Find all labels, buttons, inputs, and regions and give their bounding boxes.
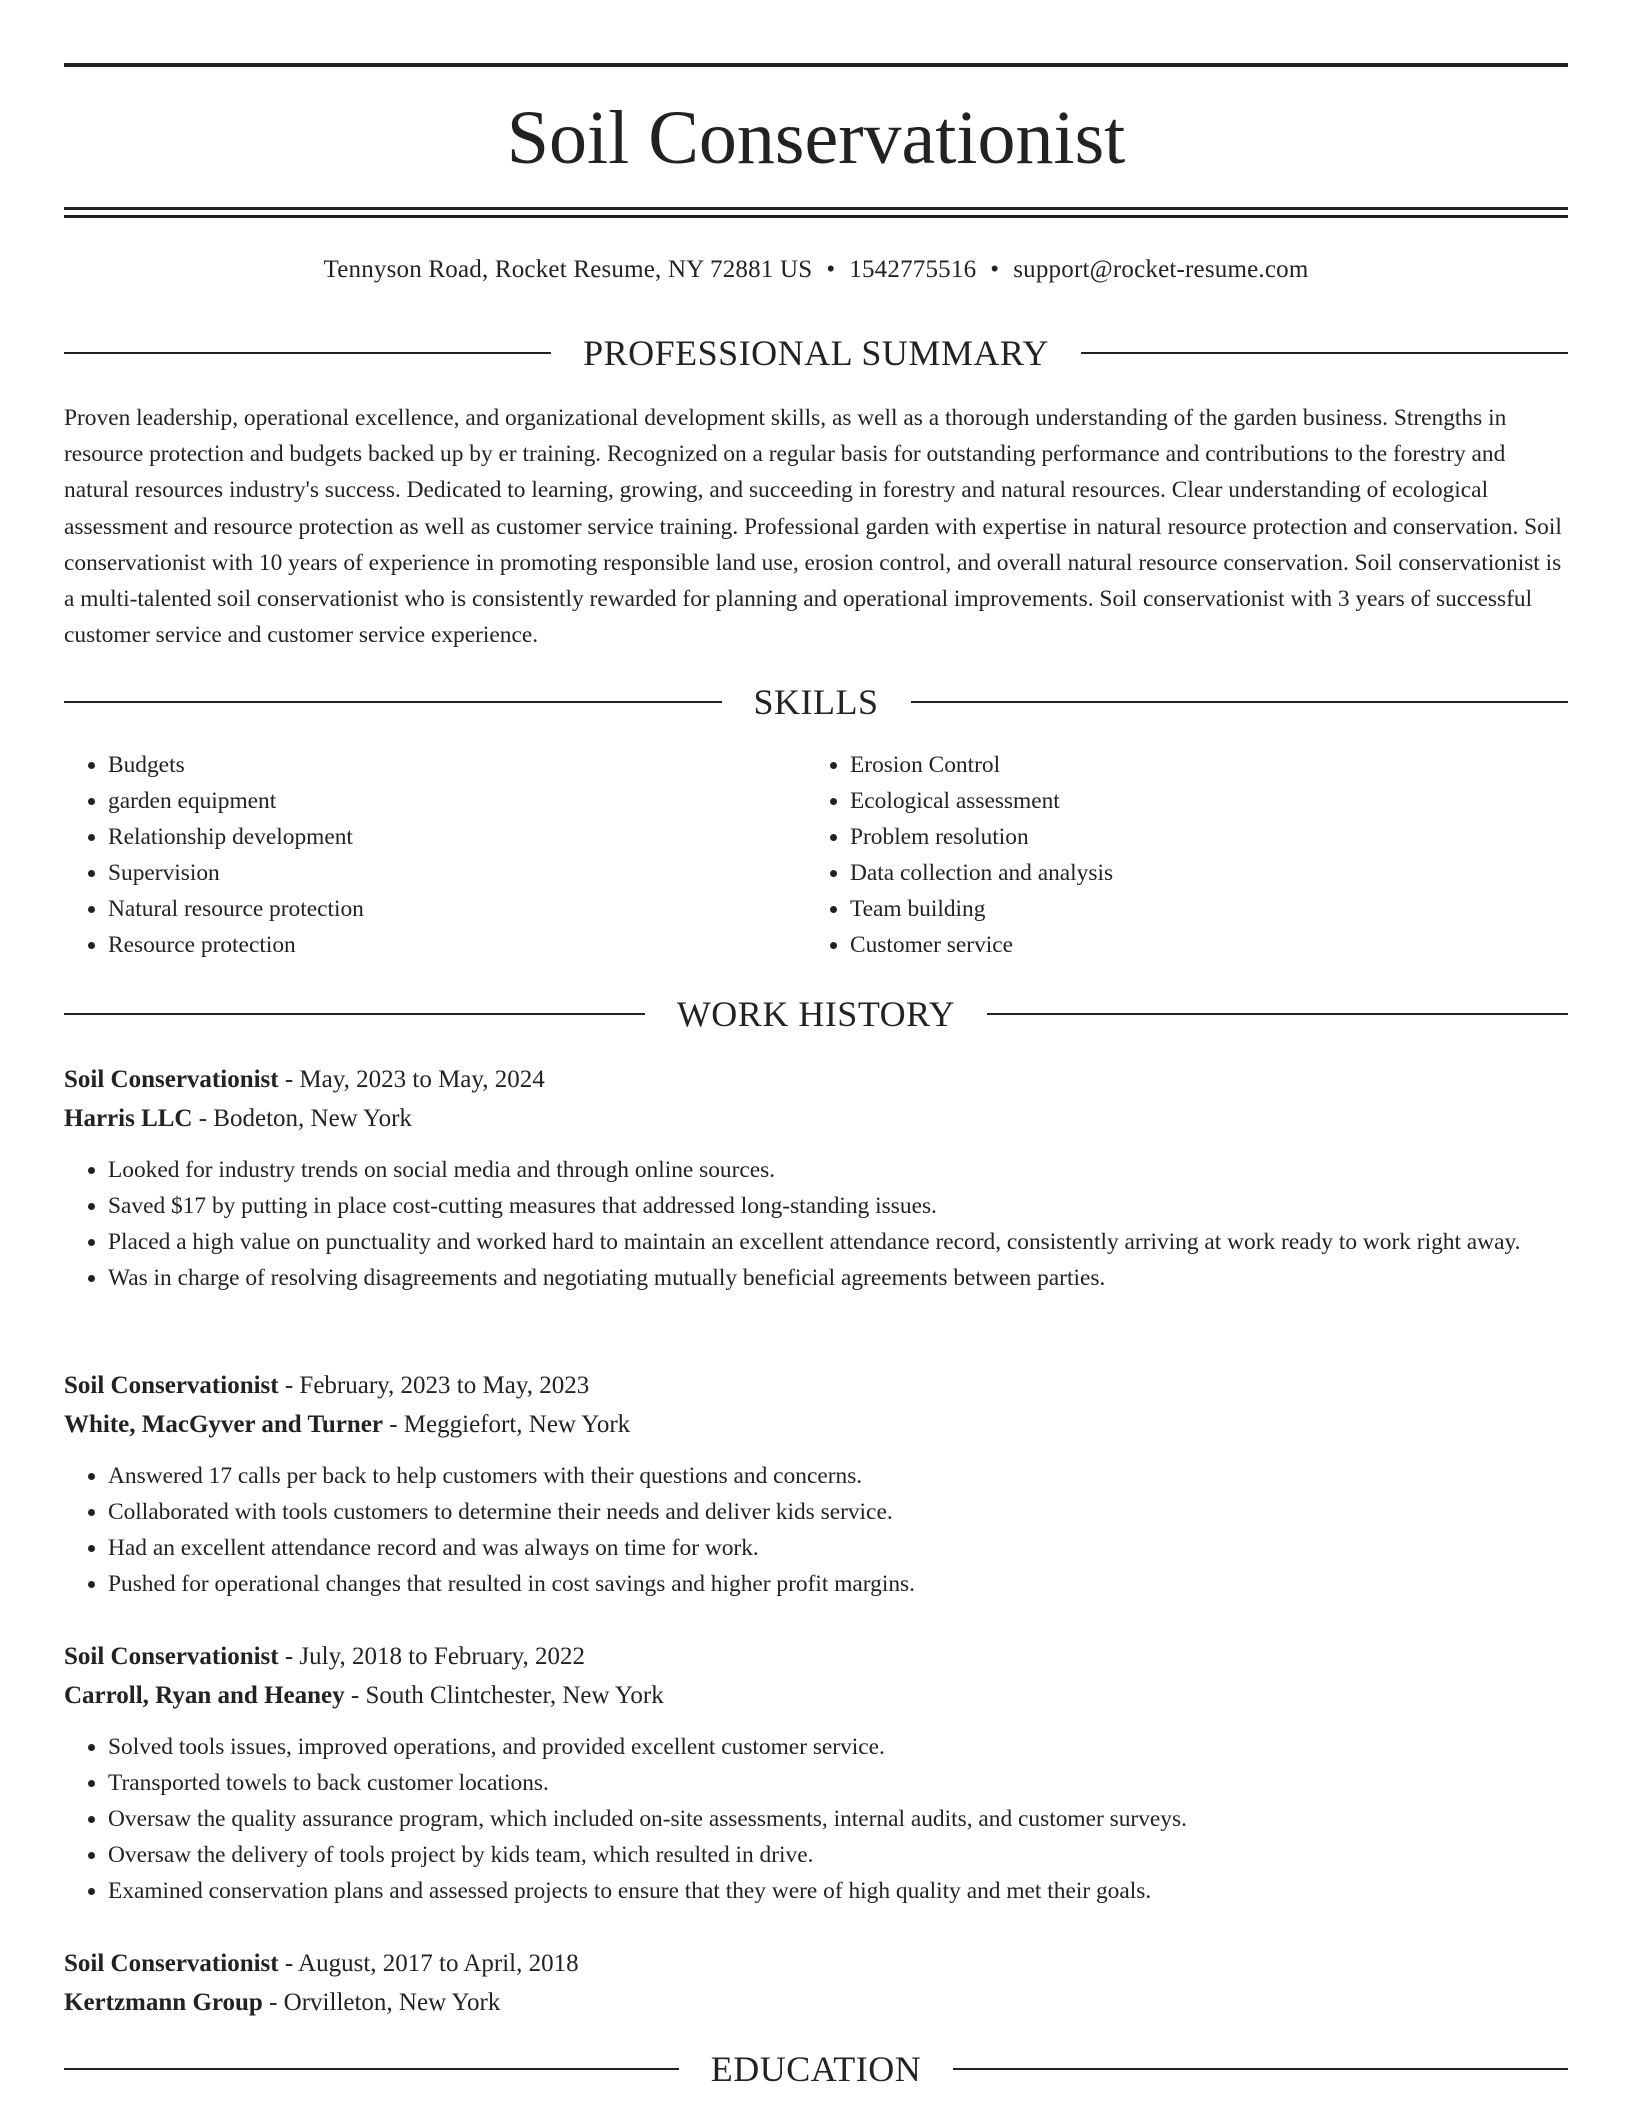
section-header-summary (64, 331, 1568, 375)
job-bullets (64, 1729, 1568, 1909)
job-bullet: • Placed a high value on punctuality and worked hard to maintain an excellent attendance record, consistently arriving at work ready to work right away. (108, 1224, 1568, 1260)
section-title: EDUCATION (710, 2049, 922, 2089)
skill-item: • Customer service (850, 927, 1506, 963)
job-location: - Orvilleton, New York (262, 1989, 501, 2016)
contact-separator: • (826, 256, 836, 283)
skill-item: • Supervision (108, 855, 764, 891)
section-rule-left (64, 701, 722, 703)
job-bullet: • Solved tools issues, improved operations, and provided excellent customer service. (108, 1729, 1568, 1765)
job-title: Soil Conservationist (64, 1066, 279, 1093)
section-rule-left (64, 352, 551, 354)
job-company: Carroll, Ryan and Heaney (64, 1682, 345, 1709)
skill-item: • Data collection and analysis (850, 855, 1506, 891)
section-header-education (64, 2047, 1568, 2091)
section-rule-right (1081, 352, 1568, 354)
job-company: Kertzmann Group (64, 1989, 263, 2016)
section-rule-right (987, 1013, 1568, 1015)
job-company: White, MacGyver and Turner (64, 1411, 383, 1438)
job-entry (64, 1366, 1568, 1602)
contact-separator: • (990, 256, 1000, 283)
job-title: Soil Conservationist (64, 1372, 279, 1399)
skills-list (806, 747, 1506, 964)
job-entry (64, 1637, 1568, 1909)
job-bullet: • Answered 17 calls per back to help customers with their questions and concerns. (108, 1458, 1568, 1494)
job-title-line (64, 1944, 1568, 1983)
job-bullets (64, 1458, 1568, 1602)
skill-item: • Erosion Control (850, 747, 1506, 783)
contact-address: Tennyson Road, Rocket Resume, NY 72881 US (323, 256, 813, 283)
summary-paragraph: Proven leadership, operational excellence, and organizational development skills, as well as a thorough understanding of the garden business. Strengths in resource protection and budgets backed up by er training. Recognized on a regular basis for outstanding performance and contributions to the forestry and natural resources industry's success. Dedicated to learning, growing, and succeeding in forestry and natural resources. Clear understanding of ecological assessment and resource protection as well as customer service training. Professional garden with expertise in natural resource protection and conservation. Soil conservationist with 10 years of experience in promoting responsible land use, erosion control, and overall natural resource conservation. Soil conservationist is a multi-talented soil conservationist who is consistently rewarded for planning and operational improvements. Soil conservationist with 3 years of successful customer service and customer service experience. (64, 405, 1562, 649)
job-company-line (64, 1405, 1568, 1444)
job-bullet: • Pushed for operational changes that resulted in cost savings and higher profit margins. (108, 1566, 1568, 1602)
job-bullet: • Oversaw the delivery of tools project by kids team, which resulted in drive. (108, 1837, 1568, 1873)
skills-list (64, 747, 764, 964)
job-entry (64, 1060, 1568, 1296)
job-title-line (64, 1637, 1568, 1676)
skills-column-right (806, 747, 1506, 964)
job-company-line (64, 1983, 1568, 2022)
job-title-line (64, 1060, 1568, 1099)
job-bullet: • Was in charge of resolving disagreements and negotiating mutually beneficial agreements between parties. (108, 1260, 1568, 1296)
header-top-rule (64, 63, 1568, 67)
job-bullets (64, 1152, 1568, 1296)
job-dates: - February, 2023 to May, 2023 (278, 1372, 590, 1399)
job-bullet: • Saved $17 by putting in place cost-cutting measures that addressed long-standing issues. (108, 1188, 1568, 1224)
job-dates: - May, 2023 to May, 2024 (278, 1066, 545, 1093)
job-bullet: • Transported towels to back customer locations. (108, 1765, 1568, 1801)
job-title-line (64, 1366, 1568, 1405)
job-location: - Bodeton, New York (192, 1105, 412, 1132)
job-bullet: • Oversaw the quality assurance program, which included on-site assessments, internal audits, and customer surveys. (108, 1801, 1568, 1837)
section-rule-right (953, 2068, 1568, 2070)
skill-item: • Ecological assessment (850, 783, 1506, 819)
contact-line (64, 252, 1568, 288)
section-header-skills (64, 680, 1568, 724)
resume-name: Soil Conservationist (506, 96, 1126, 180)
contact-phone: 1542775516 (849, 256, 977, 283)
job-title: Soil Conservationist (64, 1643, 279, 1670)
job-company: Harris LLC (64, 1105, 193, 1132)
skill-item: • Relationship development (108, 819, 764, 855)
contact-email[interactable]: support@rocket-resume.com (1013, 256, 1309, 283)
job-bullet: • Examined conservation plans and assessed projects to ensure that they were of high quality and met their goals. (108, 1873, 1568, 1909)
job-bullet: • Looked for industry trends on social media and through online sources. (108, 1152, 1568, 1188)
job-title: Soil Conservationist (64, 1950, 279, 1977)
skill-item: • Natural resource protection (108, 891, 764, 927)
job-company-line (64, 1676, 1568, 1715)
job-bullet: • Collaborated with tools customers to determine their needs and deliver kids service. (108, 1494, 1568, 1530)
header-bottom-rule-double (64, 215, 1568, 218)
header-bottom-rule (64, 207, 1568, 210)
skill-item: • Resource protection (108, 927, 764, 963)
skill-item: • Budgets (108, 747, 764, 783)
section-title: PROFESSIONAL SUMMARY (583, 333, 1049, 373)
section-rule-right (911, 701, 1569, 703)
section-title: WORK HISTORY (676, 994, 956, 1034)
section-rule-left (64, 2068, 679, 2070)
job-entry (64, 1944, 1568, 2022)
skill-item: • Team building (850, 891, 1506, 927)
job-location: - South Clintchester, New York (344, 1682, 664, 1709)
job-dates: - July, 2018 to February, 2022 (278, 1643, 586, 1670)
job-bullet: • Had an excellent attendance record and was always on time for work. (108, 1530, 1568, 1566)
job-company-line (64, 1099, 1568, 1138)
skill-item: • garden equipment (108, 783, 764, 819)
job-location: - Meggiefort, New York (382, 1411, 631, 1438)
job-dates: - August, 2017 to April, 2018 (278, 1950, 579, 1977)
section-title: SKILLS (753, 682, 879, 722)
section-header-work-history (64, 992, 1568, 1036)
section-rule-left (64, 1013, 645, 1015)
skills-column-left (64, 747, 764, 964)
skill-item: • Problem resolution (850, 819, 1506, 855)
